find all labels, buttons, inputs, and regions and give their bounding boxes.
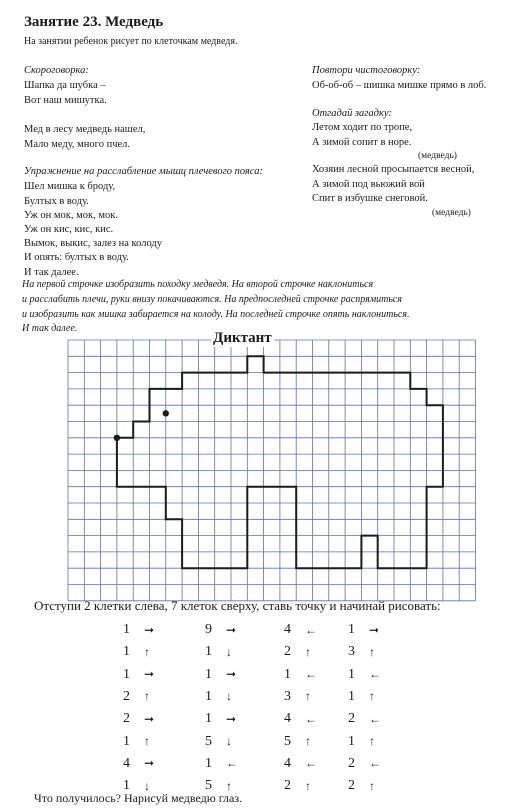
instruction-note-line: и изобразить как мишка забирается на колоду. На последней строчке опять наклониться. [22,309,410,320]
step-count: 2 [348,778,355,794]
closing-question: Что получилось? Нарисуй медведю глаз. [34,791,243,805]
arrow-down-icon: ↓ [144,778,150,793]
exercise-line: Бултых в воду. [24,196,89,207]
exercise-line: Уж он кис, кис, кис. [24,224,114,235]
step-count: 1 [205,644,212,660]
arrow-up-icon: ↑ [305,734,311,748]
dictation-step [202,734,262,750]
tongue-twister-line: Шапка да шубка – [24,80,106,91]
dictation-step [345,644,405,660]
tongue-twister-line: Мед в лесу медведь нашел, [24,124,146,135]
arrow-down-icon: ↓ [226,734,232,748]
dictation-step [120,622,180,638]
step-count: 1 [205,711,212,727]
dictation-step [120,644,180,660]
arrow-up-icon: ↑ [144,644,150,659]
arrow-down-icon: ↓ [226,644,232,659]
step-count: 1 [205,755,212,771]
dictation-step [281,689,341,705]
dictation-step [281,778,341,794]
arrow-up-icon: ↑ [369,734,375,748]
riddle-line: Летом ходит по тропе, [312,122,413,133]
arrow-left-icon: ← [226,756,238,771]
step-count: 1 [123,644,130,660]
arrow-up-icon: ↑ [369,689,375,704]
dictation-step [345,756,405,772]
instruction-note-line: и расслабить плечи, руки внизу покачиваются. На предпоследней строчке распрямиться [22,294,403,305]
tongue-twister-heading: Скороговорка: [24,65,89,76]
arrow-up-icon: ↑ [305,778,311,793]
dictant-instruction: Отступи 2 клетки слева, 7 клеток сверху, ставь точку и начинай рисовать: [34,598,441,613]
dictation-step [345,778,405,794]
step-count: 1 [123,778,130,794]
step-count: 1 [348,688,355,704]
arrow-left-icon: ← [369,711,381,726]
arrow-up-icon: ↑ [144,689,150,704]
tongue-twister-line: Вот наш мишутка. [24,95,107,106]
step-count: 1 [348,733,355,749]
step-count: 5 [284,733,291,749]
arrow-right-icon: ➞ [144,622,155,637]
dictation-step [120,689,180,705]
exercise-line: Вымок, выкис, залез на колоду [24,238,163,249]
step-count: 5 [205,778,212,794]
dictation-step [281,734,341,750]
dictation-step [281,711,341,727]
dictation-step [120,734,180,750]
tongue-twister-line: Мало меду, много пчел. [24,139,131,150]
arrow-up-icon: ↑ [369,644,375,659]
arrow-left-icon: ← [305,756,317,771]
dictation-step [202,644,262,660]
arrow-down-icon: ↓ [226,689,232,704]
step-count: 2 [284,644,291,660]
dictation-step [202,689,262,705]
exercise-line: И опять: бултых в воду. [24,252,129,263]
dictation-step [345,689,405,705]
riddle-line: А зимой под вьюжий вой [312,179,425,190]
step-count: 5 [205,733,212,749]
dictation-step [120,711,180,727]
arrow-up-icon: ↑ [144,734,150,748]
exercise-line: Уж он мок, мок, мок. [24,210,118,221]
dictation-step [281,667,341,683]
dictation-step [120,756,180,772]
step-count: 1 [123,666,130,682]
step-count: 3 [348,644,355,660]
riddle-answer: (медведь) [432,208,471,218]
step-count: 1 [284,666,291,682]
dictation-step [345,734,405,750]
arrow-right-icon: ➞ [226,667,237,682]
step-count: 4 [284,711,291,727]
exercise-line: Шел мишка к броду, [24,181,116,192]
subtitle: На занятии ребенок рисует по клеточкам медведя. [24,36,238,47]
step-count: 3 [284,688,291,704]
repeat-line: Об-об-об – шишка мишке прямо в лоб. [312,80,487,91]
arrow-right-icon: ➞ [144,756,155,771]
arrow-up-icon: ↑ [226,778,232,793]
riddle-heading: Отгадай загадку: [312,108,392,119]
title: Занятие 23. Медведь [24,14,164,30]
arrow-left-icon: ← [305,667,317,682]
step-count: 1 [205,666,212,682]
dictation-step [281,756,341,772]
arrow-right-icon: ➞ [144,667,155,682]
dictation-step [345,622,405,638]
arrow-left-icon: ← [305,711,317,726]
arrow-right-icon: ➞ [144,711,155,726]
bear-eye [163,410,169,416]
arrow-right-icon: ➞ [226,622,237,637]
riddle-line: Спит в избушке снеговой. [312,193,428,204]
exercise-line: И так далее. [24,267,79,278]
start-point [114,435,120,441]
step-count: 2 [123,711,130,727]
arrow-up-icon: ↑ [369,778,375,793]
step-count: 1 [205,688,212,704]
arrow-left-icon: ← [305,622,317,637]
step-count: 4 [284,622,291,637]
arrow-up-icon: ↑ [305,644,311,659]
dictation-step [281,622,341,638]
riddle-line: Хозяин лесной просыпается весной, [312,164,475,175]
riddle-answer: (медведь) [418,151,457,161]
arrow-right-icon: ➞ [226,711,237,726]
step-count: 2 [348,755,355,771]
dictant-title: Диктант [213,330,272,346]
arrow-left-icon: ← [369,667,381,682]
step-count: 1 [348,666,355,682]
dictation-step [202,756,262,772]
dictation-step [345,711,405,727]
arrow-up-icon: ↑ [305,689,311,704]
arrow-left-icon: ← [369,756,381,771]
dictation-step [202,667,262,683]
step-count: 1 [348,622,355,637]
riddle-line: А зимой сопит в норе. [312,137,412,148]
step-count: 1 [123,622,130,637]
step-count: 9 [205,622,212,637]
dictation-step [202,711,262,727]
exercise-heading: Упражнение на расслабление мышц плечевого пояса: [24,166,263,177]
instruction-note-line: На первой строчке изобразить походку медведя. На второй строчке наклониться [22,279,374,290]
dictation-step [281,644,341,660]
step-count: 2 [284,778,291,794]
instruction-note-line: И так далее. [22,323,78,334]
arrow-right-icon: ➞ [369,622,380,637]
step-count: 4 [123,755,130,771]
step-count: 4 [284,755,291,771]
dictation-step [120,667,180,683]
step-count: 1 [123,733,130,749]
dictation-step [345,667,405,683]
dictation-step [202,622,262,638]
step-count: 2 [123,688,130,704]
step-count: 2 [348,711,355,727]
repeat-heading: Повтори чистоговорку: [312,65,421,76]
